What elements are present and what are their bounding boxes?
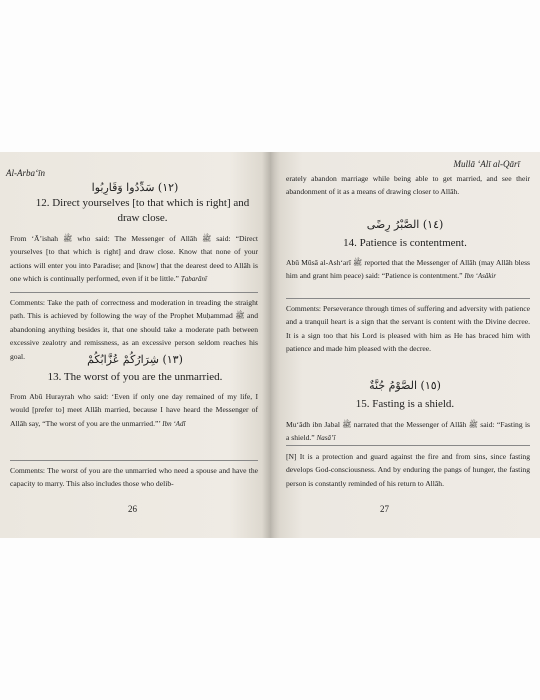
- hadith-13-heading: 13. The worst of you are the unmarried.: [47, 371, 223, 383]
- hadith-13-text: From Abū Hurayrah who said: ‘Even if only one day remained of my life, I would [prefer to] meet Allāh married, because I have heard the Messenger of Allāh say, “The worst of you are the unmarried.”’ Ibn ‘Adī: [10, 392, 258, 428]
- right-page: [270, 152, 540, 538]
- hadith-15-arabic: (١٥) الصَّوْمُ جُنَّةٌ: [369, 379, 441, 392]
- hadith-14-comments: Comments: Perseverance through times of suffering and adversity with patience and a tranquil heart is a sign that the servant is content with the Divine decree. It is a sign too that his Lord is pleased with him as He has braced him with patience and made him pleased with the decree.: [286, 304, 530, 354]
- hadith-15-heading: 15. Fasting is a shield.: [355, 398, 455, 410]
- page-number-right: 27: [380, 504, 389, 514]
- divider: [286, 298, 530, 299]
- left-page: [0, 152, 270, 538]
- hadith-12-heading: 12. Direct yourselves [to that which is right] and draw close.: [35, 197, 250, 224]
- hadith-14-text: Abū Mūsā al-Ash‘arī ﷺ reported that the Messenger of Allāh (may Allāh bless him and grant him peace) said: “Patience is contentment.” Ibn ‘Asākir: [286, 258, 531, 281]
- hadith-15-comments: [N] It is a protection and guard against the fire and from sins, since fasting develops God-consciousness. And by enduring the pangs of hunger, the fasting person is constantly reminded of his return to Allāh.: [286, 452, 530, 488]
- hadith-14-heading: 14. Patience is contentment.: [343, 237, 467, 249]
- hadith-15-source: Nasā’ī: [316, 434, 336, 443]
- hadith-14-source: Ibn ‘Asākir: [464, 272, 497, 281]
- running-head-left: Al-Arba‘īn: [6, 168, 45, 178]
- divider: [10, 460, 258, 461]
- hadith-13-source: Ibn ‘Adī: [162, 419, 186, 428]
- hadith-13-arabic: (١٣) شِرَارُكُمْ عُزَّابُكُمْ: [87, 353, 183, 366]
- hadith-15-text: Mu‘ādh ibn Jabal ﷺ narrated that the Messenger of Allāh ﷺ said: “Fasting is a shield.” Nasā’ī: [286, 420, 531, 443]
- running-head-right: Mullā ‘Alī al-Qārī: [453, 159, 520, 169]
- divider: [286, 445, 530, 446]
- hadith-14-arabic: (١٤) الصَّبْرُ رِضًى: [366, 218, 444, 231]
- book-gutter-shadow: [262, 152, 280, 538]
- hadith-12-text: From ‘Ā’ishah ﷺ who said: The Messenger of Allāh ﷺ said: “Direct yourselves [to that which is right] and draw close. Know that none of your actions will enter you into Paradise; and [know] that the dearest deed to Allāh is one which is continually performed, even if it be little.” Ṭabarānī: [10, 234, 259, 284]
- hadith-12-source: Ṭabarānī: [180, 275, 207, 284]
- hadith-13-comments: Comments: The worst of you are the unmarried who need a spouse and have the capacity to marry. This also includes those who delib-: [10, 466, 258, 489]
- divider: [10, 292, 258, 293]
- hadith-13-continuation: erately abandon marriage while being able to get married, and see their abandonment of it as a means of drawing closer to Allāh.: [286, 174, 530, 197]
- hadith-12-arabic: (١٢) سَدِّدُوا وَقَارِبُوا: [91, 181, 179, 194]
- hadith-12-comments: Comments: Take the path of correctness and moderation in treading the straight path. This is achieved by following the way of the Prophet Muḥammad ﷺ and abandoning anything besides it, that one should take a moderate path between excessive zealotry and remissness, as an excessive person seldom reaches his goal.: [10, 298, 258, 361]
- page-number-left: 26: [128, 504, 137, 514]
